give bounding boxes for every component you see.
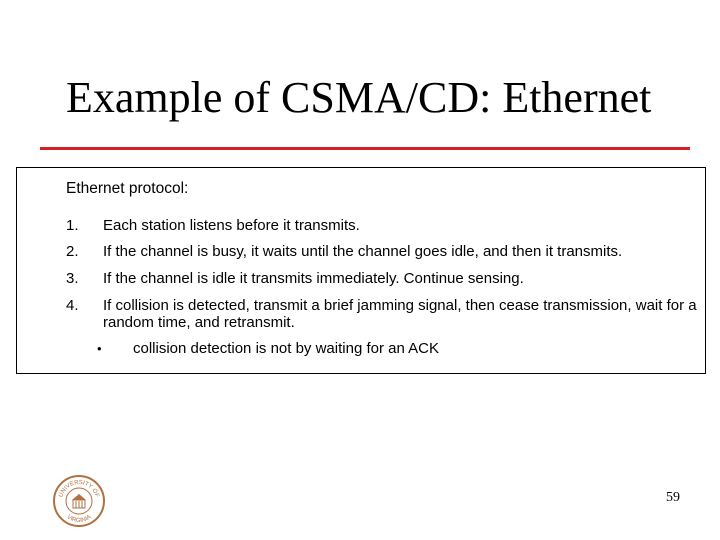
bullet-icon: • [97, 341, 102, 356]
item-text: Each station listens before it transmits. [103, 217, 360, 234]
item-text: If the channel is idle it transmits immediately. Continue sensing. [103, 270, 524, 287]
seal-bottom-text: VIRGINIA [65, 514, 93, 525]
item-text: If collision is detected, transmit a brief jamming signal, then cease transmission, wait for a random time, and retransmit. [103, 297, 697, 331]
university-seal-icon [52, 474, 106, 528]
content-box [16, 167, 706, 374]
item-number: 4. [66, 297, 79, 314]
sub-bullet-text: collision detection is not by waiting for an ACK [133, 340, 439, 357]
item-number: 3. [66, 270, 79, 287]
svg-text:VIRGINIA [66, 514, 93, 524]
box-heading: Ethernet protocol: [66, 180, 189, 197]
seal-top-text: UNIVERSITY OF [58, 479, 100, 499]
item-number: 2. [66, 243, 79, 260]
title-underline [40, 147, 690, 150]
slide-title: Example of CSMA/CD: Ethernet [66, 73, 652, 122]
item-number: 1. [66, 217, 79, 234]
page-number: 59 [666, 490, 680, 505]
item-text: If the channel is busy, it waits until the channel goes idle, and then it transmits. [103, 243, 623, 260]
